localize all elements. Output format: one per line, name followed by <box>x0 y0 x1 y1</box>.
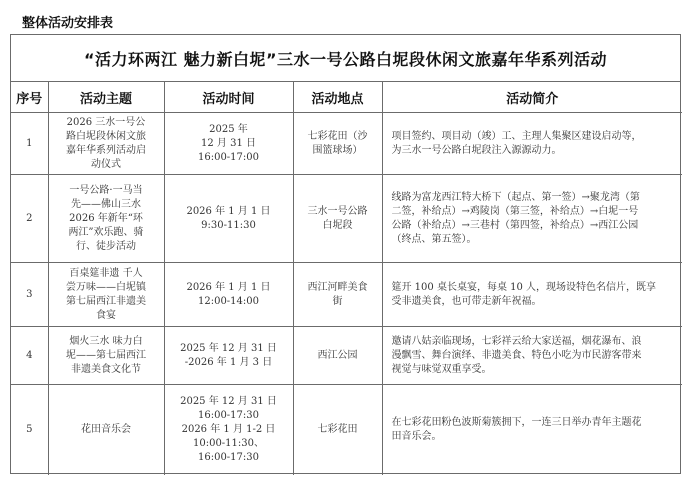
cell-time: 2025 年 12 月 31 日 -2026 年 1 月 3 日 <box>164 327 293 385</box>
header-intro: 活动简介 <box>382 82 682 113</box>
header-place: 活动地点 <box>293 82 382 113</box>
cell-place: 西江河畔美食 街 <box>293 263 382 327</box>
table-row <box>11 113 682 175</box>
cell-place: 七彩花田（沙 围篮球场） <box>293 113 382 175</box>
cell-theme: 2026 三水一号公 路白坭段休闲文旅 嘉年华系列活动启 动仪式 <box>48 113 164 175</box>
table-caption: 整体活动安排表 <box>22 16 114 31</box>
cell-theme: 一号公路·一马当 先——佛山三水 2026 年新年“环 两江”欢乐跑、骑 行、徒步活动 <box>48 175 164 263</box>
schedule-sheet <box>10 34 681 474</box>
cell-theme: 百桌筵非遗 千人 尝万味——白坭镇 第七届西江非遗美 食宴 <box>48 263 164 327</box>
table-row <box>11 327 682 385</box>
table-row <box>11 175 682 263</box>
table-row <box>11 385 682 475</box>
cell-time: 2026 年 1 月 1 日 12:00-14:00 <box>164 263 293 327</box>
cell-time: 2025 年 12 月 31 日 16:00-17:00 <box>164 113 293 175</box>
header-row <box>11 82 682 113</box>
table-row <box>11 263 682 327</box>
cell-intro: 项目签约、项目动（竣）工、主理人集聚区建设启动等， 为三水一号公路白坭段注入源源动力。 <box>382 113 682 175</box>
schedule-title: “活力环两江 魅力新白坭”三水一号公路白坭段休闲文旅嘉年华系列活动 <box>11 35 680 82</box>
cell-intro: 在七彩花田粉色波斯菊簇拥下，一连三日举办青年主题花 田音乐会。 <box>382 385 682 475</box>
header-no: 序号 <box>11 82 48 113</box>
cell-place: 三水一号公路 白坭段 <box>293 175 382 263</box>
cell-no: 2 <box>11 175 48 263</box>
cell-time: 2025 年 12 月 31 日 16:00-17:30 2026 年 1 月 1-2 日 10:00-11:30、 16:00-17:30 <box>164 385 293 475</box>
cell-no: 5 <box>11 385 48 475</box>
cell-place: 西江公园 <box>293 327 382 385</box>
header-time: 活动时间 <box>164 82 293 113</box>
cell-no: 4 <box>11 327 48 385</box>
cell-no: 3 <box>11 263 48 327</box>
cell-intro: 线路为富龙西江特大桥下（起点、第一签）→聚龙湾（第 二签，补给点）→鸡陵岗（第三签，补给点）→白坭一号 公路（补给点）→三巷村（第四签，补给点）→西江公园 （终点、第五签）。 <box>382 175 682 263</box>
cell-time: 2026 年 1 月 1 日 9:30-11:30 <box>164 175 293 263</box>
header-theme: 活动主题 <box>48 82 164 113</box>
cell-place: 七彩花田 <box>293 385 382 475</box>
cell-no: 1 <box>11 113 48 175</box>
cell-intro: 筵开 100 桌长桌宴，每桌 10 人，现场设特色名信片，既享 受非遗美食，也可带走新年祝福。 <box>382 263 682 327</box>
cell-theme: 烟火三水 味力白 坭——第七届西江 非遗美食文化节 <box>48 327 164 385</box>
schedule-table <box>11 82 682 475</box>
cell-intro: 邀请八姑亲临现场，七彩祥云给大家送福，烟花瀑布、浪 漫飘雪、舞台演绎、非遗美食、特色小吃为市民游客带来 视觉与味觉双重享受。 <box>382 327 682 385</box>
cell-theme: 花田音乐会 <box>48 385 164 475</box>
